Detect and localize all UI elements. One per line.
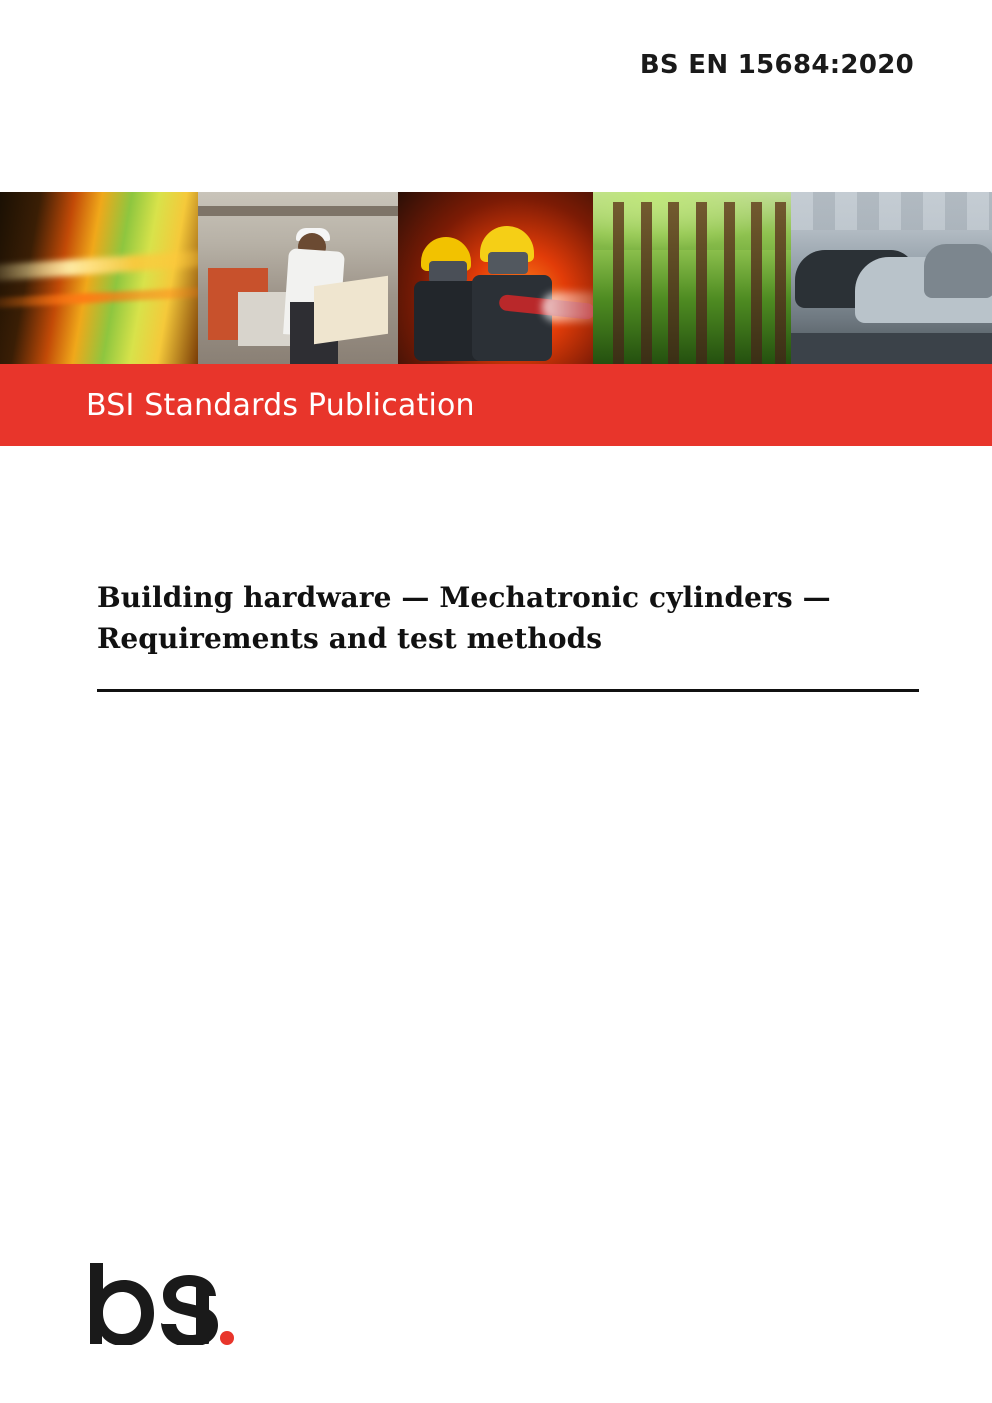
standard-number: BS EN 15684:2020 (639, 50, 914, 80)
cover-photo-strip (0, 192, 992, 364)
firefighters-photo (398, 192, 593, 364)
title-divider (97, 689, 919, 692)
car-production-photo (791, 192, 992, 364)
warehouse-worker-photo (198, 192, 398, 364)
bsi-logo (84, 1259, 234, 1345)
light-trails-photo (0, 192, 198, 364)
forest-photo (593, 192, 791, 364)
banner-label: BSI Standards Publication (86, 387, 475, 423)
bsi-standards-banner (0, 364, 992, 446)
title-block (97, 578, 919, 692)
page-title: Building hardware — Mechatronic cylinders — Requirements and test methods (97, 581, 831, 655)
